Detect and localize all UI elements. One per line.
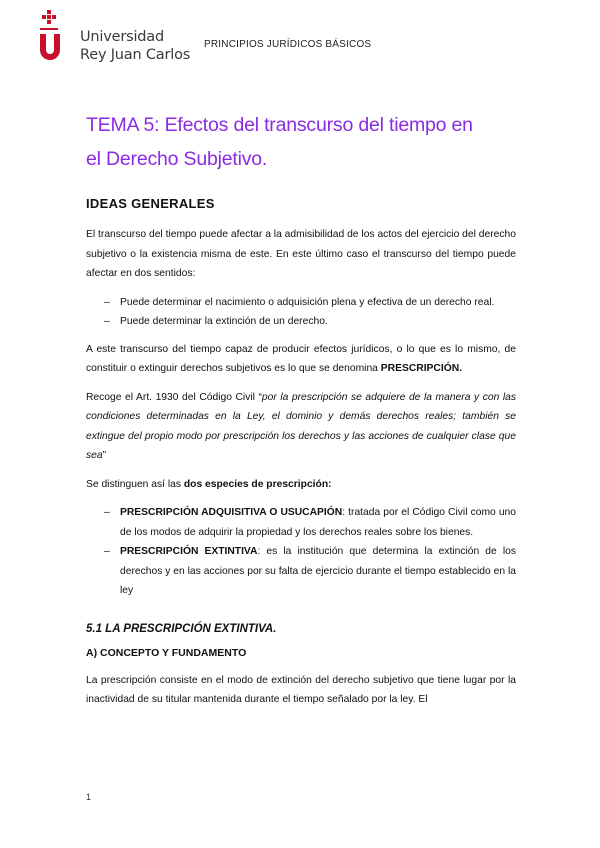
dash-bullet-icon: – [104, 316, 110, 327]
species-term: dos especies de prescripción: [183, 478, 332, 490]
civil-code-quote-paragraph [86, 388, 516, 466]
dash-bullet-icon: – [104, 546, 110, 557]
species-list [86, 503, 516, 601]
species-description: : tratada por el Código Civil como uno de los modos de adquirir la propiedad y los derechos reales sobre los bienes. [120, 507, 516, 538]
species-name: PRESCRIPCIÓN EXTINTIVA [120, 546, 258, 557]
university-name [80, 28, 190, 64]
list-item [86, 503, 516, 542]
section-5-1-heading: 5.1 LA PRESCRIPCIÓN EXTINTIVA. [86, 622, 277, 635]
university-name-line2: Rey Juan Carlos [80, 47, 191, 63]
list-item-text: Puede determinar la extinción de un derecho. [120, 316, 328, 327]
concepto-paragraph: La prescripción consiste en el modo de extinción del derecho subjetivo que tiene lugar por la inactividad de su titular mantenida durante el tiempo señalado por la ley. El [86, 674, 516, 705]
list-item-text: Puede determinar el nacimiento o adquisición plena y efectiva de un derecho real. [120, 296, 495, 308]
list-item [86, 293, 516, 313]
university-name-line1: Universidad [80, 29, 164, 45]
list-item [86, 312, 516, 332]
species-description: : es la institución que determina la extinción de los derechos y en las acciones por su falta de ejercicio durante el tiempo establecido en la ley [120, 546, 516, 596]
document-body [86, 108, 516, 719]
quoted-article: por la prescripción se adquiere de la manera y con las condiciones determinadas en la Ley, el dominio y demás derechos reales; también se extingue del propio modo por prescripción los derechos y las acciones de cualquier clase que sea [86, 391, 517, 461]
prescription-definition-paragraph [86, 340, 516, 379]
paragraph-text: A este transcurso del tiempo capaz de producir efectos jurídicos, o lo que es lo mismo, de constituir o extinguir derechos subjetivos es lo que se denomina [86, 343, 516, 374]
course-title: PRINCIPIOS JURÍDICOS BÁSICOS [204, 39, 372, 50]
university-logo-icon [36, 6, 72, 64]
effects-list [86, 293, 516, 332]
species-intro-paragraph [86, 475, 516, 495]
concepto-heading: A) CONCEPTO Y FUNDAMENTO [86, 646, 247, 659]
page-title [86, 108, 516, 176]
page-number: 1 [86, 792, 92, 802]
closing-quote: ” [102, 450, 107, 461]
page-header [36, 6, 576, 66]
page-title-line1: TEMA 5: Efectos del transcurso del tiempo en [86, 114, 473, 136]
dash-bullet-icon: – [104, 296, 110, 308]
page-title-line2: el Derecho Subjetivo. [86, 148, 268, 170]
intro-paragraph: El transcurso del tiempo puede afectar a la admisibilidad de los actos del ejercicio del derecho subjetivo o la existencia misma de este. En este último caso el transcurso del tiempo puede afectar en dos sentidos: [86, 229, 516, 279]
paragraph-text: Recoge el Art. 1930 del Código Civil “ [86, 391, 262, 403]
paragraph-text: Se distinguen así las [86, 478, 184, 490]
species-name: PRESCRIPCIÓN ADQUISITIVA O USUCAPIÓN [120, 507, 343, 518]
ideas-generales-heading: IDEAS GENERALES [86, 196, 215, 211]
list-item [86, 542, 516, 601]
dash-bullet-icon: – [104, 507, 110, 518]
prescription-term: PRESCRIPCIÓN. [380, 363, 463, 374]
